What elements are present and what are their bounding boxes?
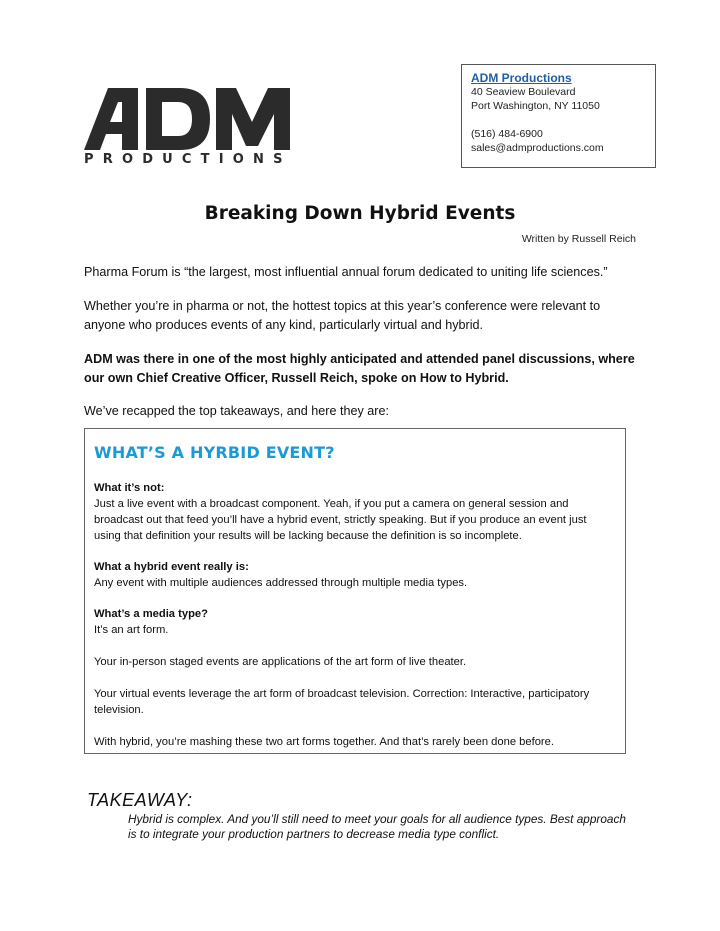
box-section — [94, 559, 616, 591]
section-label: What it’s not: — [94, 482, 165, 494]
contact-company-link[interactable]: ADM Productions — [471, 71, 572, 85]
box-note: Your in-person staged events are applications of the art form of live theater. — [94, 656, 467, 668]
section-text: It’s an art form. — [94, 624, 169, 636]
section-label: What’s a media type? — [94, 608, 208, 620]
takeaway-title: TAKEAWAY: — [87, 790, 193, 810]
hybrid-event-box — [84, 428, 626, 754]
highlight-paragraph: ADM was there in one of the most highly anticipated and attended panel discussions, where our own Chief Creative Officer, Russell Reich, spoke on How to Hybrid. — [84, 352, 635, 385]
section-text: Any event with multiple audiences addressed through multiple media types. — [94, 577, 468, 589]
contact-address-line1: 40 Seaview Boulevard — [471, 86, 576, 98]
intro-paragraph: Pharma Forum is “the largest, most influential annual forum dedicated to uniting life sciences.” — [84, 265, 608, 279]
box-heading: WHAT’S A HYRBID EVENT? — [94, 443, 335, 462]
recap-paragraph: We’ve recapped the top takeaways, and here they are: — [84, 404, 390, 418]
contact-address-line2: Port Washington, NY 11050 — [471, 100, 600, 112]
logo-subtitle: PRODUCTIONS — [84, 152, 292, 167]
article-title: Breaking Down Hybrid Events — [204, 203, 516, 224]
box-section — [94, 606, 616, 638]
box-note: Your virtual events leverage the art form of broadcast television. Correction: Interactive, participatory television. — [94, 688, 590, 716]
section-label: What a hybrid event really is: — [94, 561, 249, 573]
section-text: Just a live event with a broadcast component. Yeah, if you put a camera on general session and broadcast out that feed you’ll have a hybrid event, strictly speaking. But if you produce an event just using that definition your results will be lacking because the definition is so incomplete. — [94, 498, 587, 542]
relevance-paragraph: Whether you’re in pharma or not, the hottest topics at this year’s conference were relevant to anyone who produces events of any kind, particularly virtual and hybrid. — [84, 299, 601, 332]
contact-phone: (516) 484-6900 — [471, 128, 543, 140]
article-author: Written by Russell Reich — [521, 233, 636, 245]
box-note: With hybrid, you’re mashing these two art forms together. And that’s rarely been done before. — [94, 736, 554, 748]
contact-email[interactable]: sales@admproductions.com — [471, 142, 604, 154]
box-section — [94, 480, 616, 544]
logo-graphic — [84, 88, 290, 150]
takeaway-text: Hybrid is complex. And you’ll still need to meet your goals for all audience types. Best approach is to integrate your production partners to decrease media type conflict. — [128, 812, 626, 841]
contact-box — [461, 64, 656, 168]
